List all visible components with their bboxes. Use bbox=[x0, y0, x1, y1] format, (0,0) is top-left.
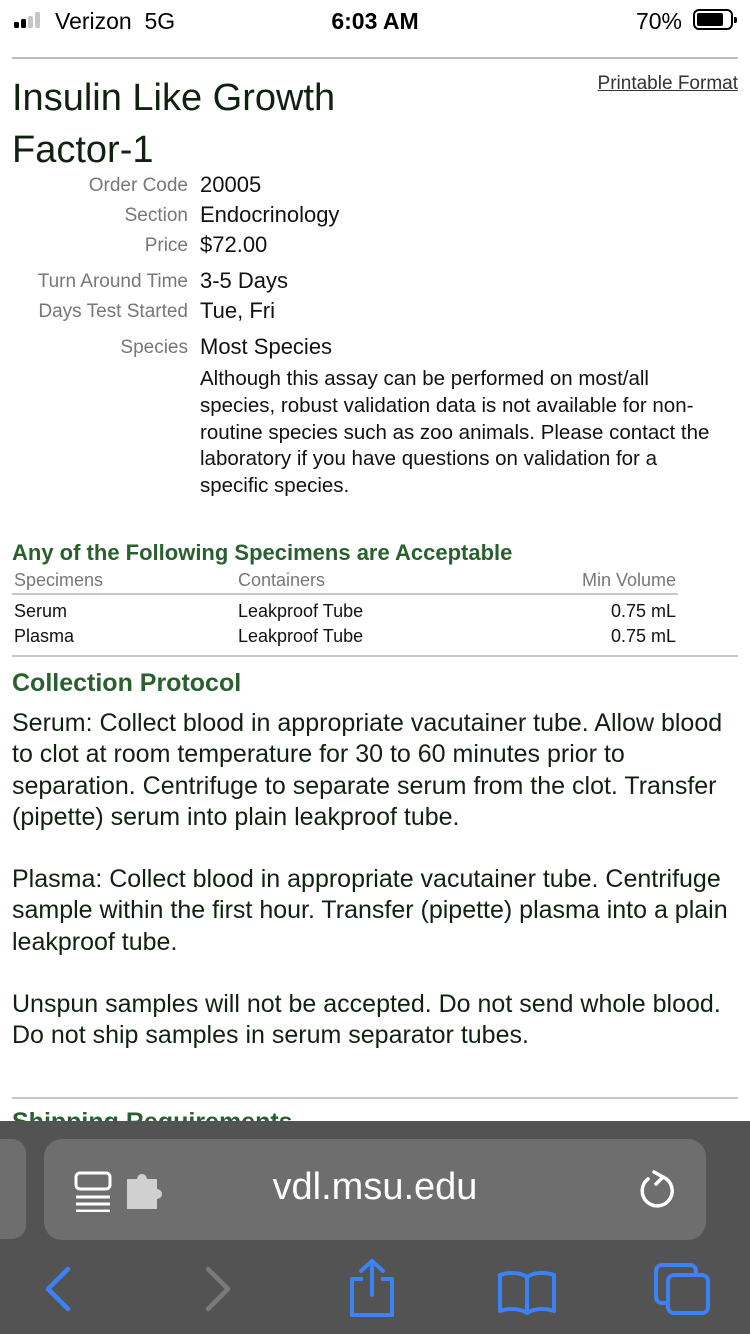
cell-container: Leakproof Tube bbox=[238, 601, 364, 621]
info-label: Order Code bbox=[88, 175, 188, 196]
cell-specimen: Serum bbox=[14, 601, 68, 621]
section-divider bbox=[12, 655, 738, 657]
specimens-heading: Any of the Following Specimens are Acceptable bbox=[12, 540, 513, 565]
forward-icon[interactable] bbox=[200, 1265, 236, 1313]
info-label: Section bbox=[124, 205, 188, 226]
bookmarks-icon[interactable] bbox=[496, 1269, 558, 1315]
status-bar bbox=[0, 0, 750, 44]
page-title: Insulin Like Growth Factor-1 bbox=[12, 77, 336, 171]
info-row-price bbox=[0, 231, 750, 261]
table-row bbox=[12, 624, 678, 649]
info-row-order-code bbox=[0, 171, 750, 201]
column-header-min-volume: Min Volume bbox=[487, 567, 678, 594]
info-label: Turn Around Time bbox=[37, 271, 188, 292]
info-row-section bbox=[0, 201, 750, 231]
collection-protocol-body bbox=[12, 708, 738, 1083]
url-text[interactable]: vdl.msu.edu bbox=[272, 1166, 478, 1208]
table-row bbox=[12, 594, 678, 624]
printable-format-link[interactable]: Printable Format bbox=[597, 73, 738, 94]
info-row-days-test-started bbox=[0, 297, 750, 327]
protocol-paragraph-serum: Serum: Collect blood in appropriate vacutainer tube. Allow blood to clot at room temperature for 30 to 60 minutes prior to separation. Centrifuge to separate serum from the clot. Transfer (pipette) serum into plain leakproof tube. bbox=[12, 709, 723, 831]
status-time: 6:03 AM bbox=[331, 8, 419, 34]
carrier-label: Verizon 5G bbox=[55, 8, 176, 34]
top-divider bbox=[12, 57, 738, 59]
protocol-paragraph-notes: Unspun samples will not be accepted. Do not send whole blood. Do not ship samples in serum separator tubes. bbox=[12, 990, 721, 1050]
column-header-specimens: Specimens bbox=[12, 567, 236, 594]
info-value: Tue, Fri bbox=[200, 298, 275, 323]
info-row-species bbox=[0, 333, 750, 363]
info-value: 20005 bbox=[200, 172, 262, 197]
species-note: Although this assay can be performed on most/all species, robust validation data is not available for non-routine species such as zoo animals. Please contact the laboratory if you have questions on validation for a specific species. bbox=[200, 367, 710, 498]
section-divider bbox=[12, 1097, 738, 1099]
browser-toolbar bbox=[0, 1121, 750, 1334]
cell-specimen: Plasma bbox=[14, 626, 75, 646]
share-icon[interactable] bbox=[346, 1257, 398, 1319]
specimens-table bbox=[12, 567, 678, 649]
info-label: Species bbox=[120, 337, 188, 358]
cell-min-volume: 0.75 mL bbox=[610, 626, 676, 646]
table-header-row bbox=[12, 567, 678, 594]
cell-min-volume: 0.75 mL bbox=[610, 601, 676, 621]
battery-percent: 70% bbox=[635, 8, 682, 34]
info-label: Price bbox=[144, 235, 188, 256]
back-icon[interactable] bbox=[40, 1265, 76, 1313]
column-header-containers: Containers bbox=[236, 567, 487, 594]
info-value: Most Species bbox=[200, 334, 333, 359]
reload-icon[interactable] bbox=[636, 1169, 678, 1211]
info-value: Endocrinology bbox=[200, 202, 340, 227]
battery-icon bbox=[693, 9, 733, 30]
tabs-icon[interactable] bbox=[652, 1261, 714, 1317]
previous-tab-preview[interactable] bbox=[0, 1139, 26, 1239]
info-row-turn-around-time bbox=[0, 267, 750, 297]
protocol-paragraph-plasma: Plasma: Collect blood in appropriate vacutainer tube. Centrifuge sample within the first hour. Transfer (pipette) plasma into a plain leakproof tube. bbox=[12, 865, 728, 956]
collection-protocol-heading: Collection Protocol bbox=[12, 669, 242, 697]
info-label: Days Test Started bbox=[38, 301, 188, 322]
info-value: 3-5 Days bbox=[200, 268, 289, 293]
cell-container: Leakproof Tube bbox=[238, 626, 364, 646]
network-type: 5G bbox=[144, 8, 176, 34]
info-value: $72.00 bbox=[200, 232, 268, 257]
address-bar[interactable] bbox=[44, 1139, 706, 1240]
